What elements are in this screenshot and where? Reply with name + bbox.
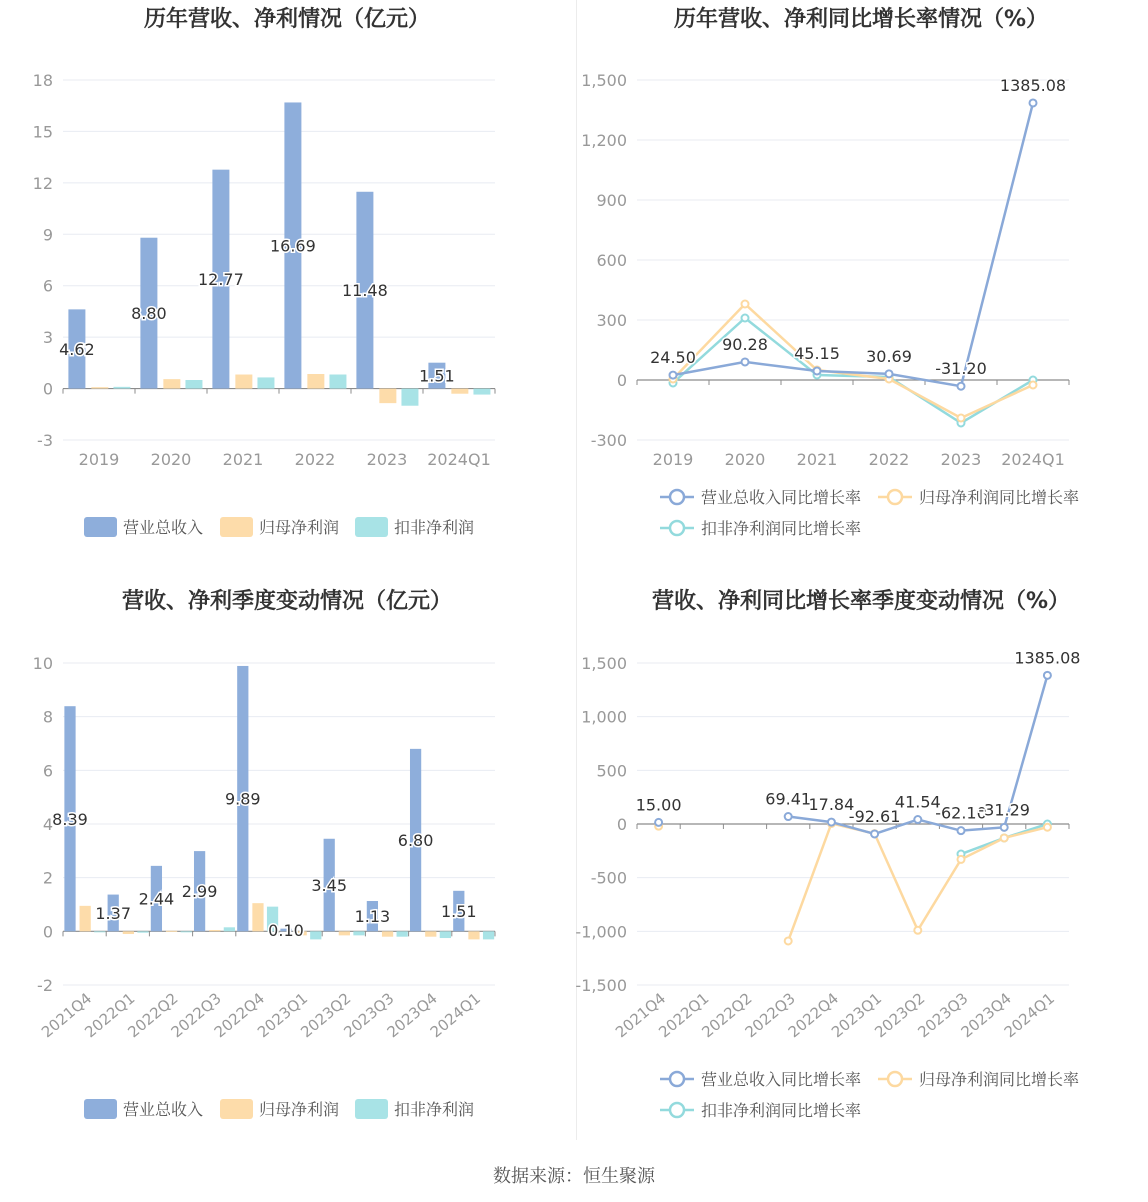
bar-deducted-profit — [113, 387, 130, 389]
bar-deducted-profit — [483, 931, 494, 939]
y-tick-label: -3 — [37, 431, 53, 450]
line-data-label: 24.50 — [650, 348, 696, 368]
y-tick-label: 10 — [32, 654, 53, 673]
y-tick-label: 1,200 — [581, 131, 627, 150]
legend-label: 营业总收入 — [123, 1100, 204, 1119]
bar-deducted-profit — [473, 389, 490, 395]
point-net-profit-growth — [1044, 824, 1051, 831]
bar-net-profit — [339, 931, 350, 935]
bar-deducted-profit — [329, 375, 346, 389]
bar-net-profit — [379, 389, 396, 404]
bar-net-profit — [235, 375, 252, 389]
x-tick-label: 2022 — [868, 450, 910, 469]
x-tick-label: 2023Q1 — [253, 989, 312, 1042]
bar-net-profit — [166, 931, 177, 932]
point-net-profit-growth — [958, 415, 965, 422]
bar-data-label: 11.48 — [341, 281, 388, 301]
x-tick-label: 2023Q1 — [827, 989, 886, 1042]
bar-data-label: 1.51 — [419, 366, 455, 386]
x-tick-label: 2020 — [150, 450, 192, 469]
line-data-label: -31.29 — [978, 800, 1030, 820]
quarterly-growth-chart — [574, 582, 1148, 1164]
y-tick-label: 15 — [32, 122, 53, 142]
legend-marker — [670, 490, 684, 504]
bar-net-profit — [451, 389, 468, 394]
line-data-label: 17.84 — [808, 795, 855, 815]
point-revenue-growth — [1001, 824, 1008, 831]
line-data-label: 30.69 — [866, 346, 912, 366]
annual-growth-panel — [574, 0, 1148, 582]
y-tick-label: -500 — [590, 868, 627, 888]
line-data-label: 90.28 — [722, 334, 768, 354]
bar-net-profit — [80, 906, 91, 931]
x-tick-label: 2023Q4 — [383, 989, 441, 1042]
point-revenue-growth — [670, 372, 677, 379]
y-tick-label: 0 — [616, 371, 627, 390]
bar-data-label: 3.45 — [311, 876, 348, 896]
bar-data-label: 9.89 — [224, 789, 261, 809]
bar-data-label: 12.77 — [197, 270, 244, 290]
x-tick-label: 2020 — [724, 450, 766, 469]
point-revenue-growth — [886, 370, 893, 377]
point-net-profit-growth — [914, 927, 921, 934]
bar-net-profit — [307, 374, 324, 389]
point-revenue-growth — [785, 813, 792, 820]
x-tick-label: 2022Q3 — [167, 989, 225, 1042]
legend-label: 营业总收入同比增长率 — [701, 488, 862, 507]
point-revenue-growth — [914, 816, 921, 823]
x-tick-label: 2021Q4 — [37, 989, 96, 1042]
annual-growth-chart — [574, 0, 1148, 582]
quarterly-values-chart — [0, 582, 574, 1164]
legend-marker — [888, 1072, 902, 1086]
legend-label: 归母净利润 — [259, 518, 340, 537]
bar-data-label: 6.80 — [397, 831, 434, 851]
y-tick-label: 500 — [596, 761, 627, 781]
bar-deducted-profit — [181, 931, 192, 932]
point-revenue-growth — [958, 383, 965, 390]
bar-deducted-profit — [257, 377, 274, 388]
y-tick-label: -1,000 — [575, 922, 627, 942]
point-revenue-growth — [871, 830, 878, 837]
x-tick-label: 2022Q1 — [655, 989, 713, 1042]
chart-title: 营收、净利季度变动情况（亿元） — [121, 589, 453, 614]
y-tick-label: 1,500 — [581, 71, 627, 90]
y-tick-label: -2 — [37, 976, 53, 995]
x-tick-label: 2023 — [366, 450, 408, 469]
line-data-label: 41.54 — [894, 792, 941, 812]
bar-data-label: 8.39 — [52, 809, 88, 829]
x-tick-label: 2022Q4 — [210, 989, 268, 1042]
x-tick-label: 2022Q4 — [784, 989, 842, 1042]
point-net-profit-growth — [1030, 382, 1037, 389]
y-tick-label: 0 — [42, 379, 53, 399]
y-tick-label: 0 — [616, 815, 627, 834]
bar-data-label: 1.51 — [440, 902, 477, 922]
x-tick-label: 2023Q4 — [957, 989, 1015, 1042]
bar-deducted-profit — [310, 931, 321, 939]
x-tick-label: 2022 — [294, 450, 336, 469]
y-tick-label: 1,500 — [581, 654, 627, 673]
point-net-profit-growth — [742, 301, 749, 308]
bar-net-profit — [123, 931, 134, 934]
line-data-label: 69.41 — [765, 789, 812, 809]
bar-data-label: 1.13 — [354, 907, 391, 927]
bar-data-label: 16.69 — [269, 236, 316, 256]
bar-deducted-profit — [224, 927, 235, 931]
chart-title: 历年营收、净利情况（亿元） — [143, 7, 431, 32]
point-revenue-growth — [1030, 99, 1037, 106]
y-tick-label: -1,500 — [575, 976, 627, 995]
x-tick-label: 2024Q1 — [1001, 450, 1065, 469]
legend-label: 营业总收入 — [123, 518, 204, 537]
y-tick-label: 12 — [32, 173, 53, 193]
legend-label: 扣非净利润 — [394, 518, 475, 537]
annual-values-chart — [0, 0, 574, 582]
legend-label: 归母净利润同比增长率 — [919, 488, 1080, 507]
legend-label: 扣非净利润 — [394, 1100, 475, 1119]
y-tick-label: 8 — [42, 707, 53, 727]
line-data-label: 45.15 — [794, 343, 840, 363]
bar-data-label: 8.80 — [131, 304, 167, 324]
x-tick-label: 2021Q4 — [611, 989, 670, 1042]
bar-net-profit — [91, 387, 108, 388]
legend-label: 扣非净利润同比增长率 — [701, 519, 862, 538]
y-tick-label: 6 — [42, 276, 53, 296]
x-tick-label: 2022Q3 — [741, 989, 799, 1042]
legend-label: 扣非净利润同比增长率 — [701, 1101, 862, 1120]
point-net-profit-growth — [785, 937, 792, 944]
point-net-profit-growth — [958, 856, 965, 863]
legend-swatch — [355, 517, 388, 537]
bar-data-label: 0.10 — [268, 920, 304, 940]
bar-net-profit — [252, 903, 263, 931]
y-tick-label: 9 — [42, 225, 53, 245]
y-tick-label: 6 — [42, 761, 53, 781]
x-tick-label: 2024Q1 — [1000, 989, 1058, 1042]
y-tick-label: 18 — [32, 71, 53, 90]
bar-net-profit — [382, 931, 393, 936]
bar-net-profit — [468, 931, 479, 939]
x-tick-label: 2021 — [222, 450, 264, 469]
x-tick-label: 2023Q3 — [340, 989, 398, 1042]
x-tick-label: 2023Q2 — [297, 989, 355, 1042]
x-tick-label: 2022Q1 — [81, 989, 139, 1042]
legend-swatch — [84, 517, 117, 537]
line-net-profit-growth — [788, 823, 1047, 941]
y-tick-label: 3 — [42, 328, 53, 348]
x-tick-label: 2022Q2 — [698, 989, 756, 1042]
x-tick-label: 2023Q2 — [871, 989, 929, 1042]
bar-data-label: 2.99 — [181, 882, 218, 902]
bar-data-label: 2.44 — [138, 889, 175, 909]
point-revenue-growth — [828, 819, 835, 826]
bar-deducted-profit — [440, 931, 451, 938]
legend-marker — [670, 1103, 684, 1117]
bar-data-label: 1.37 — [95, 903, 132, 923]
bar-net-profit — [209, 930, 220, 931]
y-tick-label: -300 — [590, 431, 627, 450]
line-data-label: 15.00 — [635, 795, 682, 815]
point-revenue-growth — [655, 819, 662, 826]
legend-marker — [888, 490, 902, 504]
line-data-label: -31.20 — [935, 359, 987, 379]
legend-label: 归母净利润 — [259, 1100, 340, 1119]
bar-deducted-profit — [353, 931, 364, 935]
bar-net-profit — [425, 931, 436, 936]
line-data-label: 1385.08 — [999, 75, 1067, 95]
x-tick-label: 2019 — [652, 450, 694, 469]
y-tick-label: 2 — [42, 868, 53, 888]
x-tick-label: 2024Q1 — [426, 989, 484, 1042]
point-revenue-growth — [958, 827, 965, 834]
legend-label: 归母净利润同比增长率 — [919, 1070, 1080, 1089]
bar-net-profit — [163, 379, 180, 388]
point-deducted-profit-growth — [742, 315, 749, 322]
x-tick-label: 2021 — [796, 450, 838, 469]
bar-deducted-profit — [185, 380, 202, 389]
bar-data-label: 4.62 — [59, 339, 95, 359]
legend-swatch — [84, 1099, 117, 1119]
bar-deducted-profit — [401, 389, 418, 406]
quarterly-values-panel — [0, 582, 574, 1164]
point-revenue-growth — [742, 358, 749, 365]
quarterly-growth-panel — [574, 582, 1148, 1164]
data-source: 数据来源：恒生聚源 — [493, 1166, 655, 1187]
chart-title: 历年营收、净利同比增长率情况（%） — [673, 7, 1049, 32]
y-tick-label: 900 — [596, 191, 627, 210]
y-tick-label: 1,000 — [581, 707, 627, 727]
x-tick-label: 2024Q1 — [427, 450, 491, 469]
line-data-label: -62.10 — [935, 803, 987, 823]
point-revenue-growth — [814, 367, 821, 374]
y-tick-label: 600 — [596, 251, 627, 270]
legend-marker — [670, 1072, 684, 1086]
bar-deducted-profit — [94, 931, 105, 932]
legend-swatch — [355, 1099, 388, 1119]
legend-label: 营业总收入同比增长率 — [701, 1070, 862, 1089]
point-net-profit-growth — [1001, 834, 1008, 841]
legend-swatch — [220, 1099, 253, 1119]
chart-title: 营收、净利同比增长率季度变动情况（%） — [651, 589, 1071, 614]
y-tick-label: 4 — [42, 815, 53, 834]
x-tick-label: 2022Q2 — [124, 989, 182, 1042]
line-data-label: 1385.08 — [1014, 648, 1081, 668]
x-tick-label: 2023Q3 — [914, 989, 972, 1042]
legend-swatch — [220, 517, 253, 537]
annual-values-panel — [0, 0, 574, 582]
point-revenue-growth — [1044, 672, 1051, 679]
y-tick-label: 300 — [596, 311, 627, 330]
bar-deducted-profit — [137, 931, 148, 932]
line-data-label: -92.61 — [848, 806, 901, 826]
bar-deducted-profit — [397, 931, 408, 936]
x-tick-label: 2023 — [940, 450, 982, 469]
legend-marker — [670, 521, 684, 535]
y-tick-label: 0 — [42, 922, 53, 942]
x-tick-label: 2019 — [78, 450, 120, 469]
